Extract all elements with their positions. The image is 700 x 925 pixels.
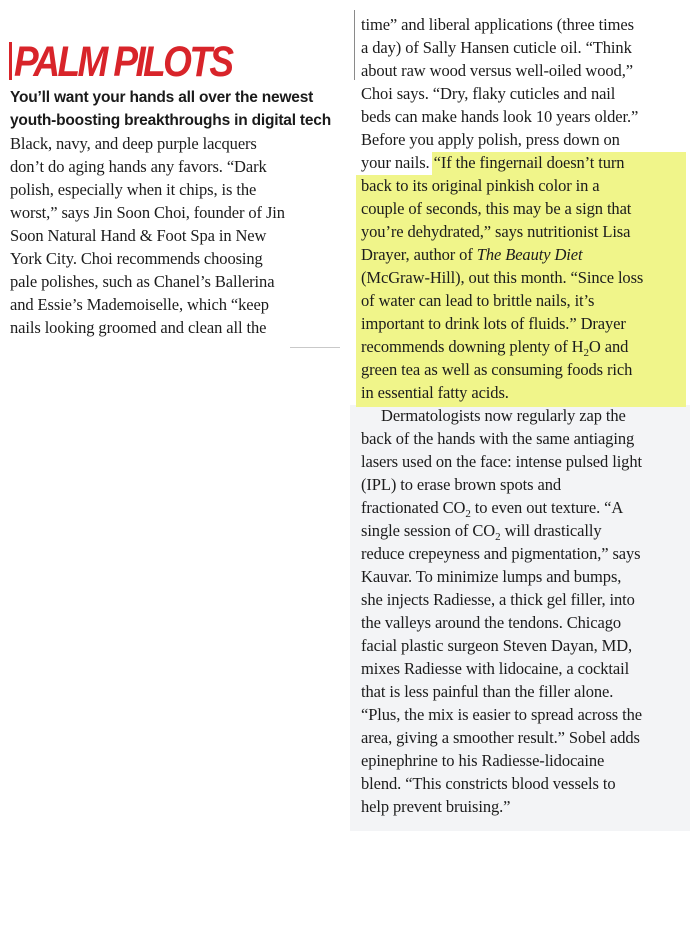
- text-line: reduce crepeyness and pigmentation,” says: [361, 544, 641, 563]
- right-column: [361, 13, 691, 818]
- highlighted-line: green tea as well as consuming foods rich: [361, 360, 633, 379]
- paragraph-start: Dermatologists now regularly zap the: [381, 406, 626, 425]
- highlighted-line: you’re dehydrated,” says nutritionist Lisa: [361, 222, 631, 241]
- text-line: about raw wood versus well-oiled wood,”: [361, 61, 633, 80]
- highlighted-line: in essential fatty acids.: [361, 383, 509, 402]
- text-line: [361, 519, 691, 542]
- text-line: epinephrine to his Radiesse-lidocaine: [361, 751, 605, 770]
- text-segment: Drayer, author of: [361, 245, 477, 264]
- text-line: back of the hands with the same antiaging: [361, 429, 635, 448]
- text-line: beds can make hands look 10 years older.”: [361, 107, 639, 126]
- text-line: the valleys around the tendons. Chicago: [361, 613, 622, 632]
- highlighted-text: “If the fingernail doesn’t turn: [433, 153, 625, 172]
- text-line: she injects Radiesse, a thick gel filler, into: [361, 590, 635, 609]
- text-line: “Plus, the mix is easier to spread across the: [361, 705, 642, 724]
- article-dek: [10, 86, 350, 132]
- text-line: [361, 496, 691, 519]
- text-segment: O and: [588, 337, 629, 356]
- subscript: 2: [465, 508, 471, 520]
- text-segment: your nails.: [361, 153, 434, 172]
- text-line: nails looking groomed and clean all the: [10, 318, 267, 337]
- column-divider: [354, 10, 355, 80]
- text-line: blend. “This constricts blood vessels to: [361, 774, 616, 793]
- text-line: don’t do aging hands any favors. “Dark: [10, 157, 267, 176]
- text-line: that is less painful than the filler alone.: [361, 682, 614, 701]
- text-line: Choi says. “Dry, flaky cuticles and nail: [361, 84, 616, 103]
- text-line: help prevent bruising.”: [361, 797, 511, 816]
- article-headline: PALM PILOTS: [14, 38, 232, 86]
- text-line: York City. Choi recommends choosing: [10, 249, 263, 268]
- text-line: pale polishes, such as Chanel’s Ballerina: [10, 272, 275, 291]
- dek-line: youth-boosting breakthroughs in digital tech: [10, 112, 331, 129]
- text-segment: to even out texture. “A: [470, 498, 624, 517]
- text-line: Kauvar. To minimize lumps and bumps,: [361, 567, 622, 586]
- text-line: Black, navy, and deep purple lacquers: [10, 134, 257, 153]
- text-line: Soon Natural Hand & Foot Spa in New: [10, 226, 267, 245]
- subscript: 2: [495, 531, 501, 543]
- text-line: time” and liberal applications (three times: [361, 15, 634, 34]
- text-line: [361, 151, 691, 174]
- dek-line: You’ll want your hands all over the newest: [10, 89, 314, 106]
- highlighted-line: (McGraw-Hill), out this month. “Since loss: [361, 268, 644, 287]
- text-line: mixes Radiesse with lidocaine, a cocktail: [361, 659, 630, 678]
- text-line: Before you apply polish, press down on: [361, 130, 620, 149]
- column-end-rule: [290, 347, 340, 348]
- text-line: (IPL) to erase brown spots and: [361, 475, 561, 494]
- text-line: a day) of Sally Hansen cuticle oil. “Think: [361, 38, 632, 57]
- text-line: lasers used on the face: intense pulsed light: [361, 452, 642, 471]
- text-line: area, giving a smoother result.” Sobel adds: [361, 728, 640, 747]
- text-line: facial plastic surgeon Steven Dayan, MD,: [361, 636, 633, 655]
- highlighted-line: [361, 335, 691, 358]
- left-column: [10, 132, 350, 339]
- text-segment: recommends downing plenty of H: [361, 337, 584, 356]
- text-segment: single session of CO: [361, 521, 496, 540]
- subscript: 2: [583, 347, 589, 359]
- book-title: The Beauty Diet: [476, 245, 583, 264]
- text-line: polish, especially when it chips, is the: [10, 180, 257, 199]
- text-line: worst,” says Jin Soon Choi, founder of Jin: [10, 203, 285, 222]
- highlighted-line: important to drink lots of fluids.” Drayer: [361, 314, 626, 333]
- text-line: and Essie’s Mademoiselle, which “keep: [10, 295, 269, 314]
- highlighted-line: of water can lead to brittle nails, it’s: [361, 291, 595, 310]
- highlighted-line: couple of seconds, this may be a sign that: [361, 199, 632, 218]
- text-segment: will drastically: [500, 521, 602, 540]
- highlighted-line: back to its original pinkish color in a: [361, 176, 600, 195]
- text-segment: fractionated CO: [361, 498, 466, 517]
- headline-accent-bar: [9, 42, 12, 80]
- highlighted-line: [361, 243, 691, 266]
